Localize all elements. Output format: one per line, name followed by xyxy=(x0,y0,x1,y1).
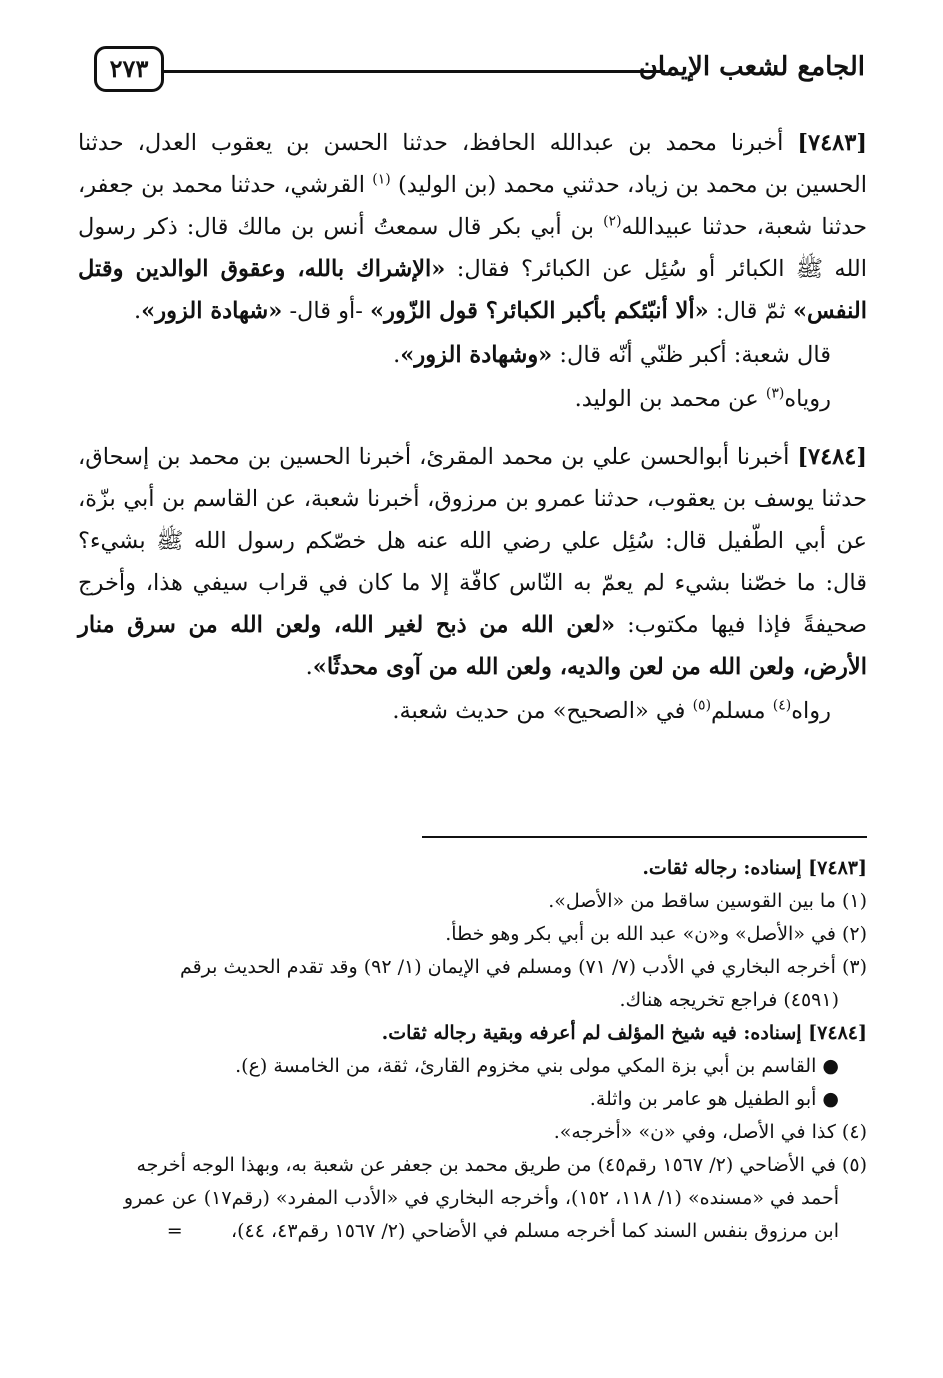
prophetic-quote: «شهادة الزور» xyxy=(141,298,283,324)
prophetic-quote: «ألا أنبّئكم بأكبر الكبائر؟ قول الزّور» xyxy=(370,298,709,324)
footnote-5-line: أحمد في «مسنده» (١/ ١١٨، ١٥٢)، وأخرجه البخاري في «الأدب المفرد» (رقم١٧) عن عمرو xyxy=(123,1187,839,1209)
isnad-text: أخبرنا أبوالحسن علي بن محمد المقرئ، أخبرنا الحسين بن محمد بن إسحاق، حدثنا يوسف بن يعقوب، حدثنا عمرو بن مرزوق، أخبرنا شعبة، عن القاسم بن أبي بزّة، عن أبي الطّفيل قال: سُئِل علي رضي الله عنه هل خصّكم رسول الله ﷺ بشيء؟ قال: ما خصّنا بشيء لم يعمّ به النّاس كافّة إلا ما كان في قراب سيفي هذا، وأخرج صحيفةً فإذا فيها مكتوب: xyxy=(78,444,867,638)
running-title: الجامع لشعب الإيمان xyxy=(638,52,865,82)
note-text: عن محمد بن الوليد. xyxy=(574,386,759,412)
footnote-7484-heading: [٧٤٨٤] إسناده: فيه شيخ المؤلف لم أعرفه وبقية رجاله ثقات. xyxy=(381,1022,867,1044)
prophetic-quote: «لعن الله من ذبح لغير الله، ولعن الله من سرق منار الأرض، ولعن الله من لعن والديه، ولعن الله من آوى محدثًا» xyxy=(78,612,867,680)
page-number: ٢٧٣ xyxy=(94,46,164,92)
note-text: قال شعبة: أكبر ظنّي أنّه قال: xyxy=(559,342,831,368)
matn-text: -أو قال- xyxy=(289,298,363,324)
footnote-separator xyxy=(422,836,867,838)
footnote-ref-5: (٥) xyxy=(692,697,712,714)
isnad-text: القرشي، حدثنا محمد بن جعفر، حدثنا شعبة، حدثنا عبيدالله xyxy=(78,172,867,240)
footnote-bullet-1: ● القاسم بن أبي بزة المكي مولى بني مخزوم القارئ، ثقة، من الخامسة (ع). xyxy=(235,1055,839,1077)
hadith-7484 xyxy=(78,436,867,688)
note-text: في «الصحيح» من حديث شعبة. xyxy=(392,698,686,724)
footnote-ref-3: (٣) xyxy=(765,385,785,402)
hadith-number: [٧٤٨٣] xyxy=(797,130,867,156)
footnote-ref-2: (٢) xyxy=(603,213,622,230)
matn-text: بن أبي بكر قال سمعتُ أنس بن مالك قال: ذكر رسول الله ﷺ الكبائر أو سُئِل عن الكبائر؟ فقال: xyxy=(78,214,868,282)
header-rule xyxy=(164,70,665,73)
isnad-text: أخبرنا محمد بن عبدالله الحافظ، حدثنا الحسن بن يعقوب العدل، حدثنا الحسين بن محمد بن زياد، حدثني محمد (بن الوليد) xyxy=(78,130,868,198)
footnote-2: (٢) في «الأصل» و«ن» عبد الله بن أبي بكر وهو خطأ. xyxy=(445,923,867,945)
footnote-3 xyxy=(82,951,867,1017)
footnote-5-line: (٥) في الأضاحي (٢/ ١٥٦٧ رقم٤٥) من طريق محمد بن جعفر عن شعبة به، وبهذا الوجه أخرجه xyxy=(136,1154,867,1176)
quote: «وشهادة الزور» xyxy=(400,342,553,368)
riwayah-note-1 xyxy=(78,378,867,420)
note-text: روياه xyxy=(784,386,831,412)
note-text: رواه xyxy=(791,698,831,724)
footnote-3-line: (٣) أخرجه البخاري في الأدب (٧/ ٧١) ومسلم في الإيمان (١/ ٩٢) وقد تقدم الحديث برقم xyxy=(179,956,867,978)
hadith-number: [٧٤٨٤] xyxy=(797,444,867,470)
shuba-note xyxy=(78,334,867,376)
period: . xyxy=(305,654,313,680)
footnote-4: (٤) كذا في الأصل، وفي «ن» «أخرجه». xyxy=(553,1121,867,1143)
footnote-ref-4: (٤) xyxy=(772,697,792,714)
footnote-5-line xyxy=(82,1215,867,1248)
footnote-5 xyxy=(82,1149,867,1248)
footnotes xyxy=(82,852,867,1248)
period: . xyxy=(134,298,142,324)
page-header xyxy=(94,44,865,104)
continuation-mark: = xyxy=(166,1220,183,1242)
footnote-7483-heading: [٧٤٨٣] إسناده: رجاله ثقات. xyxy=(642,857,867,879)
footnote-1: (١) ما بين القوسين ساقط من «الأصل». xyxy=(548,890,867,912)
footnote-bullet-2: ● أبو الطفيل هو عامر بن واثلة. xyxy=(589,1088,839,1110)
footnote-3-line: (٤٥٩١) فراجع تخريجه هناك. xyxy=(619,989,839,1011)
riwayah-note-2 xyxy=(78,690,867,732)
matn-text: ثمّ قال: xyxy=(715,298,786,324)
footnote-ref-1: (١) xyxy=(372,171,391,188)
note-text: مسلم xyxy=(711,698,766,724)
period: . xyxy=(393,342,401,368)
prophetic-quote: «الإشراك بالله، وعقوق الوالدين وقتل النفس» xyxy=(78,256,867,324)
hadith-7483 xyxy=(78,122,867,332)
main-text xyxy=(78,122,867,732)
footnote-5-text: ابن مرزوق بنفس السند كما أخرجه مسلم في الأضاحي (٢/ ١٥٦٧ رقم٤٣، ٤٤)، xyxy=(230,1220,839,1242)
